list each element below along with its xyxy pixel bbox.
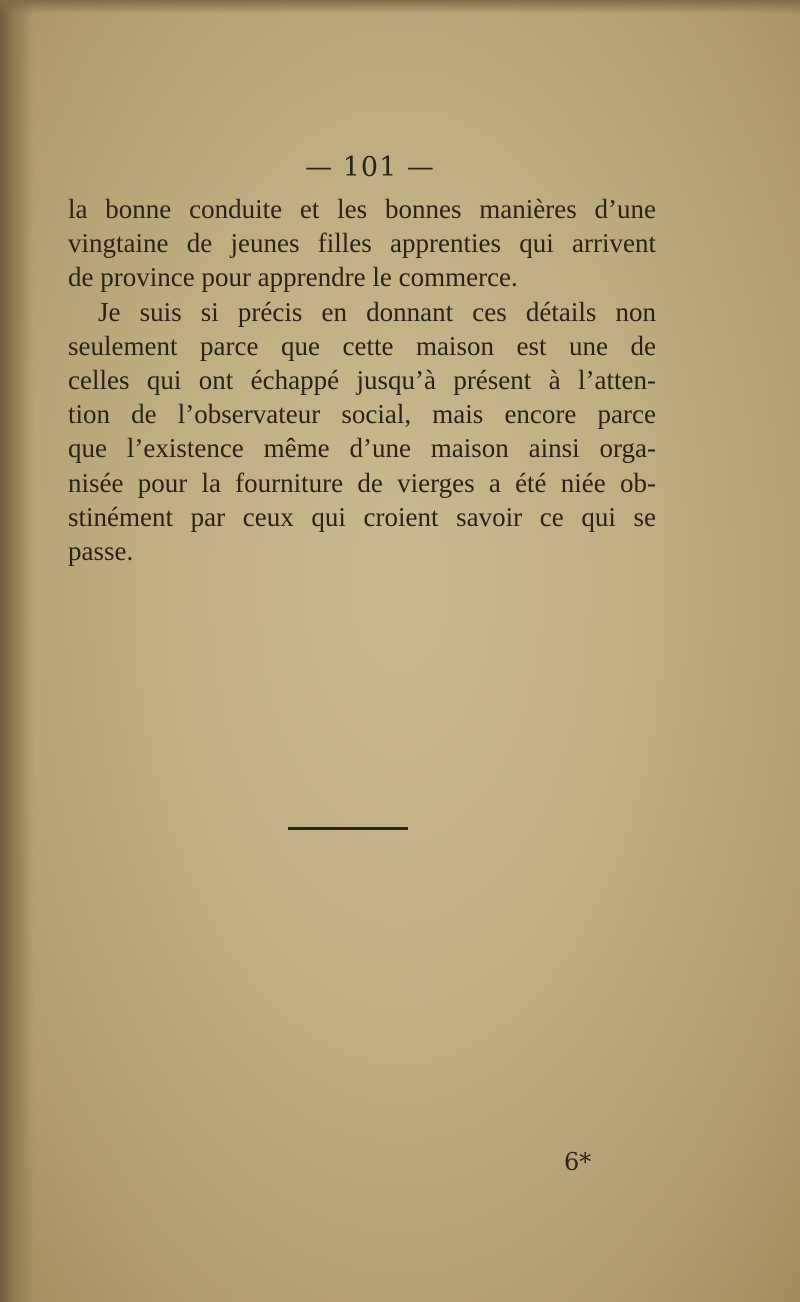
text-line: stinément par ceux qui croient savoir ce qui se <box>68 501 656 532</box>
text-line: la bonne conduite et les bonnes manières d’une <box>68 194 656 224</box>
signature-mark: 6* <box>564 1148 592 1176</box>
text-line: celles qui ont échappé jusqu’à présent à l’atten- <box>68 365 656 396</box>
text-line: Je suis si précis en donnant ces détails non <box>98 296 656 327</box>
text-line: tion de l’observateur social, mais encore parce <box>68 399 656 430</box>
page-number: — 101 — <box>305 152 435 183</box>
text-line: que l’existence même d’une maison ainsi orga- <box>68 433 656 464</box>
text-line: vingtaine de jeunes filles apprenties qui arrivent <box>68 228 656 259</box>
body-text <box>68 192 656 568</box>
text-line: nisée pour la fourniture de vierges a été niée ob- <box>68 467 656 498</box>
text-line: passe. <box>68 536 134 567</box>
text-line: seulement parce que cette maison est une de <box>68 330 656 361</box>
text-line: de province pour apprendre le commerce. <box>68 262 518 293</box>
section-divider <box>288 827 408 830</box>
